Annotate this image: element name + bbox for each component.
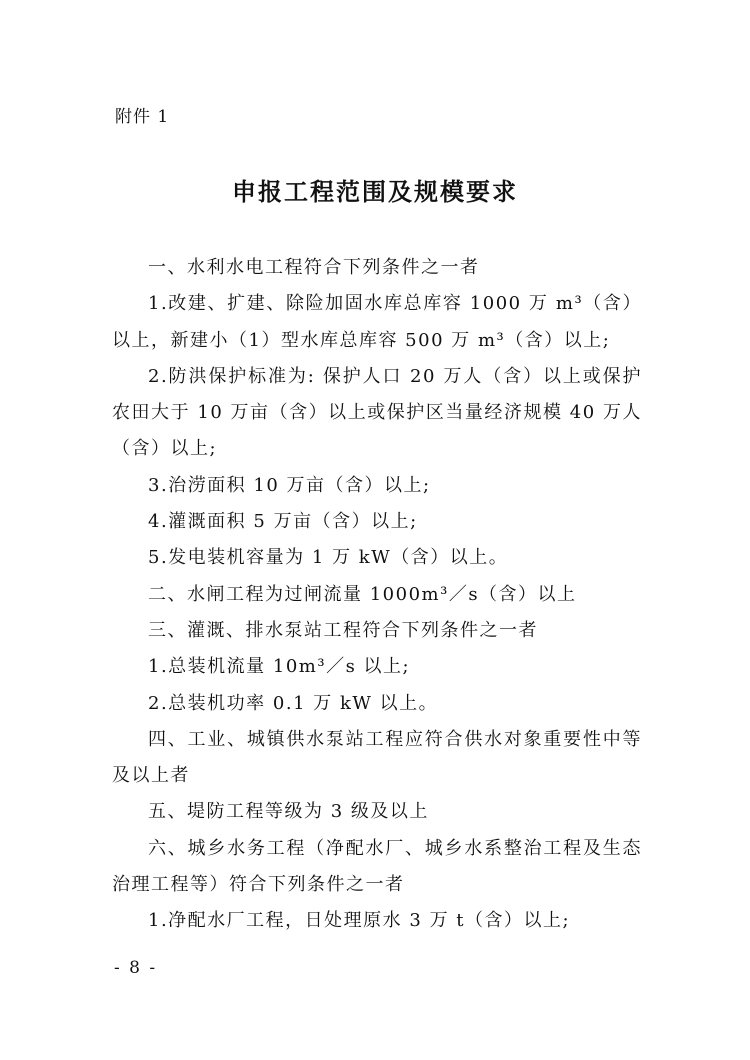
paragraph-pump-power: 2.总装机功率 0.1 万 kW 以上。 [148, 692, 439, 714]
paragraph-power-capacity: 5.发电装机容量为 1 万 kW（含）以上。 [148, 547, 509, 569]
paragraph-section-5-levee: 五、堤防工程等级为 3 级及以上 [148, 801, 429, 823]
paragraph-pump-flow: 1.总装机流量 10m³／s 以上; [148, 656, 411, 678]
paragraph-irrigation-area: 4.灌溉面积 5 万亩（含）以上; [148, 511, 418, 533]
paragraph-flood-protection: 2.防洪保护标准为: 保护人口 20 万人（含）以上或保护农田大于 10 万亩（含）以上或保护区当量经济规模 40 万人（含）以上; [112, 365, 642, 460]
paragraph-section-1-heading: 一、水利水电工程符合下列条件之一者 [148, 257, 480, 278]
paragraph-reservoir-capacity: 1.改建、扩建、除险加固水库总库容 1000 万 m³（含）以上，新建小（1）型水库总库容 500 万 m³（含）以上; [112, 293, 642, 351]
paragraph-section-6-heading: 六、城乡水务工程（净配水厂、城乡水系整治工程及生态治理工程等）符合下列条件之一者 [112, 837, 642, 896]
paragraph-section-2-sluice: 二、水闸工程为过闸流量 1000m³／s（含）以上 [148, 583, 577, 605]
paragraph-section-3-heading: 三、灌溉、排水泵站工程符合下列条件之一者 [148, 619, 538, 641]
paragraph-section-4-water-supply: 四、工业、城镇供水泵站工程应符合供水对象重要性中等及以上者 [112, 728, 642, 787]
paragraph-water-plant: 1.净配水厂工程，日处理原水 3 万 t（含）以上; [148, 910, 571, 932]
page-number: - 8 - [114, 958, 158, 978]
attachment-label: 附件 1 [115, 107, 170, 127]
document-body [112, 250, 642, 940]
paragraph-drainage-area: 3.治涝面积 10 万亩（含）以上; [148, 474, 431, 496]
document-title: 申报工程范围及规模要求 [232, 177, 518, 206]
